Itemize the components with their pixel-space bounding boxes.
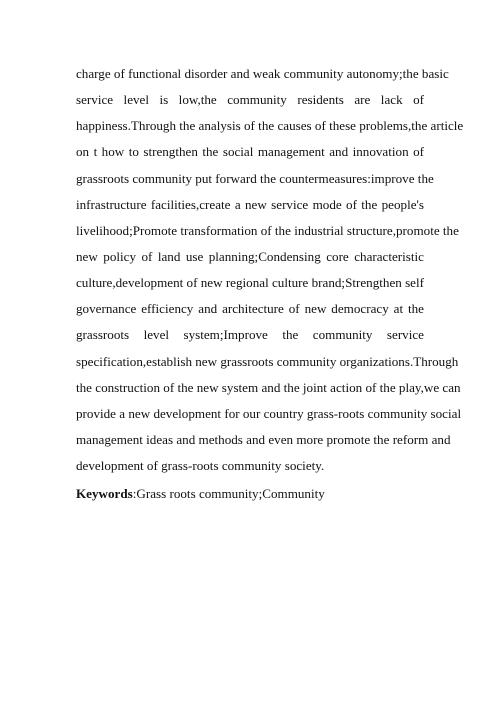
abstract-line: the construction of the new system and the joint action of the play,we can — [76, 379, 461, 395]
abstract-line: specification,establish new grassroots community organizations.Through — [76, 353, 459, 369]
abstract-line: culture,development of new regional culture brand;Strengthen self — [76, 275, 424, 291]
abstract-line: new policy of land use planning;Condensing core characteristic — [76, 248, 424, 264]
abstract-line: livelihood;Promote transformation of the industrial structure,promote the — [76, 222, 459, 238]
abstract-line: happiness.Through the analysis of the causes of these problems,the article — [76, 118, 464, 134]
abstract-line: service level is low,the community residents are lack of — [76, 92, 424, 108]
keywords-separator: : — [132, 486, 137, 501]
abstract-paragraph — [76, 61, 464, 479]
abstract-line: governance efficiency and architecture of new democracy at the — [76, 301, 424, 317]
keywords-label: Keywords — [76, 486, 133, 501]
keywords-line — [76, 481, 325, 507]
abstract-line: grassroots level system;Improve the community service — [76, 327, 424, 343]
abstract-line: infrastructure facilities,create a new service mode of the people's — [76, 196, 424, 212]
abstract-line: charge of functional disorder and weak community autonomy;the basic — [76, 66, 449, 81]
abstract-line: on t how to strengthen the social management and innovation of — [76, 144, 424, 160]
abstract-line: provide a new development for our country grass-roots community social — [76, 405, 462, 421]
abstract-line: management ideas and methods and even more promote the reform and — [76, 431, 451, 447]
keywords-value: Grass roots community;Community — [136, 486, 325, 501]
abstract-line: development of grass-roots community society. — [76, 458, 325, 474]
abstract-line: grassroots community put forward the countermeasures:improve the — [76, 170, 434, 186]
